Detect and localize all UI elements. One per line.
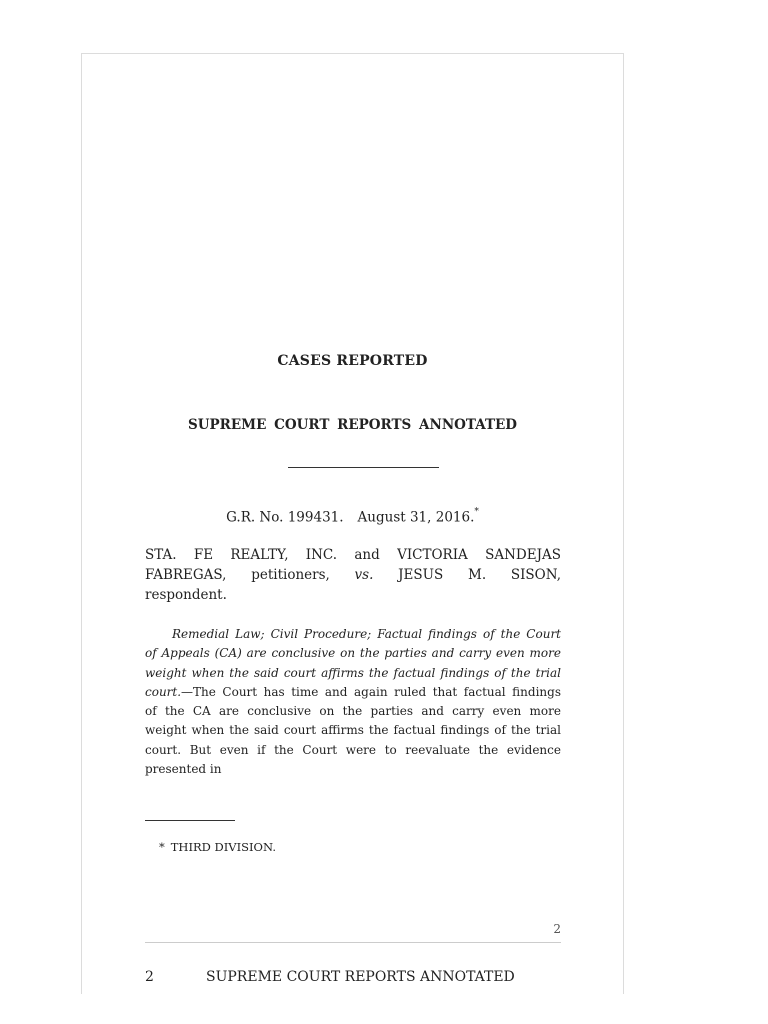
- running-header-title: SUPREME COURT REPORTS ANNOTATED: [206, 969, 515, 985]
- page-number: 2: [553, 922, 561, 936]
- decision-date: August 31, 2016.: [357, 509, 475, 526]
- syllabus-line: of Appeals (CA) are conclusive on the parties and carry even more: [145, 646, 561, 661]
- syllabus-line: court.—The Court has time and again ruled that factual findings: [145, 684, 561, 699]
- page-divider: [145, 942, 561, 943]
- footnote: [159, 840, 276, 854]
- syllabus-paragraph: [145, 625, 561, 779]
- footnote-marker: *: [159, 840, 165, 854]
- footnote-text: THIRD DIVISION.: [170, 840, 276, 854]
- document-page: [81, 53, 624, 994]
- versus-text: vs.: [354, 567, 374, 583]
- parties-line-3: respondent.: [145, 587, 227, 603]
- syllabus-line: court. But even if the Court were to reevaluate the evidence: [145, 742, 561, 757]
- footnote-reference: *: [474, 507, 479, 517]
- parties-line-2: [145, 565, 561, 585]
- syllabus-line: presented in: [145, 762, 222, 777]
- parties-line-1: STA. FE REALTY, INC. and VICTORIA SANDEJAS: [145, 547, 561, 563]
- respondent-name: JESUS M. SISON,: [398, 567, 561, 583]
- petitioners-text: FABREGAS, petitioners,: [145, 567, 330, 583]
- report-title: SUPREME COURT REPORTS ANNOTATED: [187, 417, 518, 433]
- syllabus-line: Remedial Law; Civil Procedure; Factual findings of the Court: [172, 627, 561, 641]
- running-header-page-number: 2: [145, 969, 154, 985]
- footnote-divider: [145, 820, 235, 821]
- title-divider: [288, 467, 439, 468]
- case-parties: [145, 545, 561, 605]
- section-heading: CASES REPORTED: [277, 353, 428, 369]
- case-number-line: [82, 509, 623, 526]
- syllabus-line: weight when the said court affirms the factual findings of the trial: [145, 723, 561, 738]
- syllabus-line: weight when the said court affirms the factual findings of the trial: [145, 665, 561, 680]
- syllabus-line: of the CA are conclusive on the parties and carry even more: [145, 704, 561, 719]
- gr-number: G.R. No. 199431.: [226, 509, 344, 526]
